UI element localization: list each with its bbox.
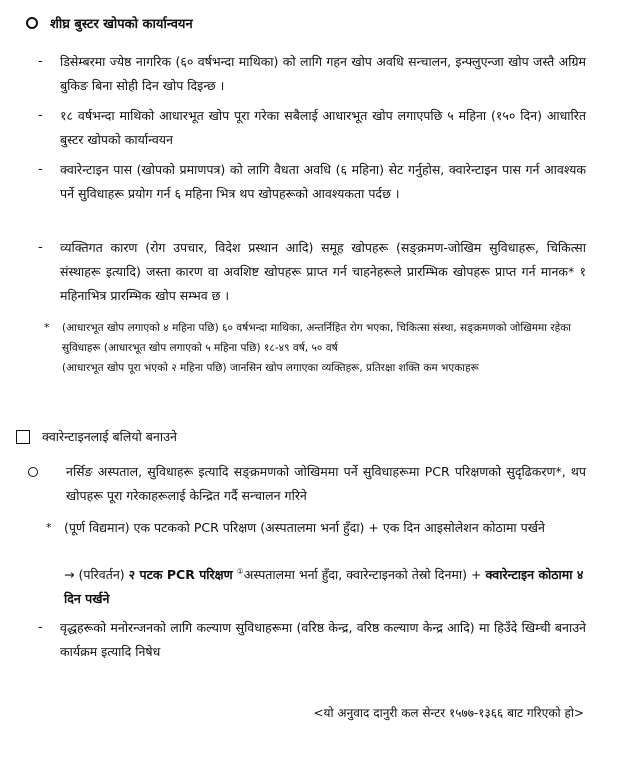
quarantine-room-text: क्वारेन्टाइन कोठामा ४ दिन पर्खने [64,567,584,607]
dash-marker: - [38,240,43,255]
footnote-line: (आधारभूत खोप पूरा भएको २ महिना पछि) जानसिन खोप लगाएका व्यक्तिहरू, प्रतिरक्षा शक्ति कम भएकाहरू [62,362,479,374]
checkbox-icon [16,430,30,444]
dash-marker: - [38,620,43,635]
asterisk-marker: * [46,521,52,534]
dash-marker: - [38,162,43,177]
circle-bullet-icon [28,467,38,477]
arrow-icon: → [64,567,75,583]
item-text: क्वारेन्टाइन पास (खोपको प्रमाणपत्र) को लागि वैधता अवधि (६ महिना) सेट गर्नुहोस, क्वारेन्टाइन पास गर्न आवश्यक पर्ने सुविधाहरू प्रयोग गर्न ६ महिना भित्र थप खोपहरूको आवश्यकता पर्दछ । [60,162,586,201]
pcr-change-line [64,560,586,611]
list-item [38,158,586,206]
change-prefix: (परिवर्तन) [78,567,125,583]
list-item [38,236,586,308]
dash-marker: - [38,54,43,69]
pcr-twice-text: २ पटक PCR परिक्षण [128,567,233,583]
change-mid: अस्पतालमा भर्ना हुँदा, क्वारेन्टाइनको तेस्रो दिनमा) + [243,567,482,583]
pcr-note [46,516,586,540]
section2-title: क्वारेन्टाइनलाई बलियो बनाउने [42,429,177,444]
translation-credit: <यो अनुवाद दानुरी कल सेन्टर १५७७-१३६६ बाट गरिएको हो> [313,706,584,720]
item-text: व्यक्तिगत कारण (रोग उपचार, विदेश प्रस्थान आदि) समूह खोपहरू (सङ्क्रमण-जोखिम सुविधाहरू, चिकित्सा संस्थाहरू इत्यादि) जस्ता कारण वा अवशिष्ट खोपहरू प्राप्त गर्न चाहनेहरूले प्रारम्भिक खोपहरू प्राप्त गर्न मानक* १ महिनाभित्र प्रारम्भिक खोप सम्भव छ । [60,240,586,303]
item-text: १८ वर्षभन्दा माथिको आधारभूत खोप पूरा गरेका सबैलाई आधारभूत खोप लगाएपछि ५ महिना (१५० दिन) आधारित बुस्टर खोपको कार्यान्वयन [60,108,586,147]
list-item [38,616,586,664]
list-item [38,104,586,152]
section2-heading [16,428,177,445]
item-text: डिसेम्बरमा ज्येष्ठ नागरिक (६० वर्षभन्दा माथिका) को लागि गहन खोप अवधि सन्चालन, इन्फ्लुएन्जा खोप जस्तै अग्रिम बुकिङ बिना सोही दिन खोप दिइन्छ । [60,54,586,93]
dash-marker: - [38,108,43,123]
asterisk-marker: * [44,321,50,334]
pcr-note-line1: (पूर्ण विद्यमान) एक पटकको PCR परिक्षण (अस्पतालमा भर्ना हुँदा) + एक दिन आइसोलेशन कोठामा पर्खने [64,520,545,535]
item-text: नर्सिङ अस्पताल, सुविधाहरू इत्यादि सङ्क्रमणको जोखिममा पर्ने सुविधाहरूमा PCR परिक्षणको सुदृढिकरण*, थप खोपहरू पूरा गरेकाहरूलाई केन्द्रित गर्दै सन्चालन गरिने [66,464,586,503]
section1-title: शीघ्र बुस्टर खोपको कार्यान्वयन [50,17,193,32]
circle-bullet-icon [26,17,38,29]
footnote [44,318,586,378]
circled-one-icon: ① [236,567,244,576]
list-item [28,460,586,508]
section1-heading [26,14,193,32]
list-item [38,50,586,98]
bullet-marker [28,460,66,479]
item-text: वृद्धहरूको मनोरन्जनको लागि कल्याण सुविधाहरूमा (वरिष्ठ केन्द्र, वरिष्ठ कल्याण केन्द्र आदि) मा हिउँदे खिम्ची बनाउने कार्यक्रम इत्यादि निषेध [60,620,586,659]
footnote-line: (आधारभूत खोप लगाएको ४ महिना पछि) ६० वर्षभन्दा माथिका, अन्तर्निहित रोग भएका, चिकित्सा संस्था, सङ्क्रमणको जोखिममा रहेका सुविधाहरू (आधारभूत खोप लगाएको ५ महिना पछि) १८-४९ वर्ष, ५० वर्ष [62,322,571,354]
